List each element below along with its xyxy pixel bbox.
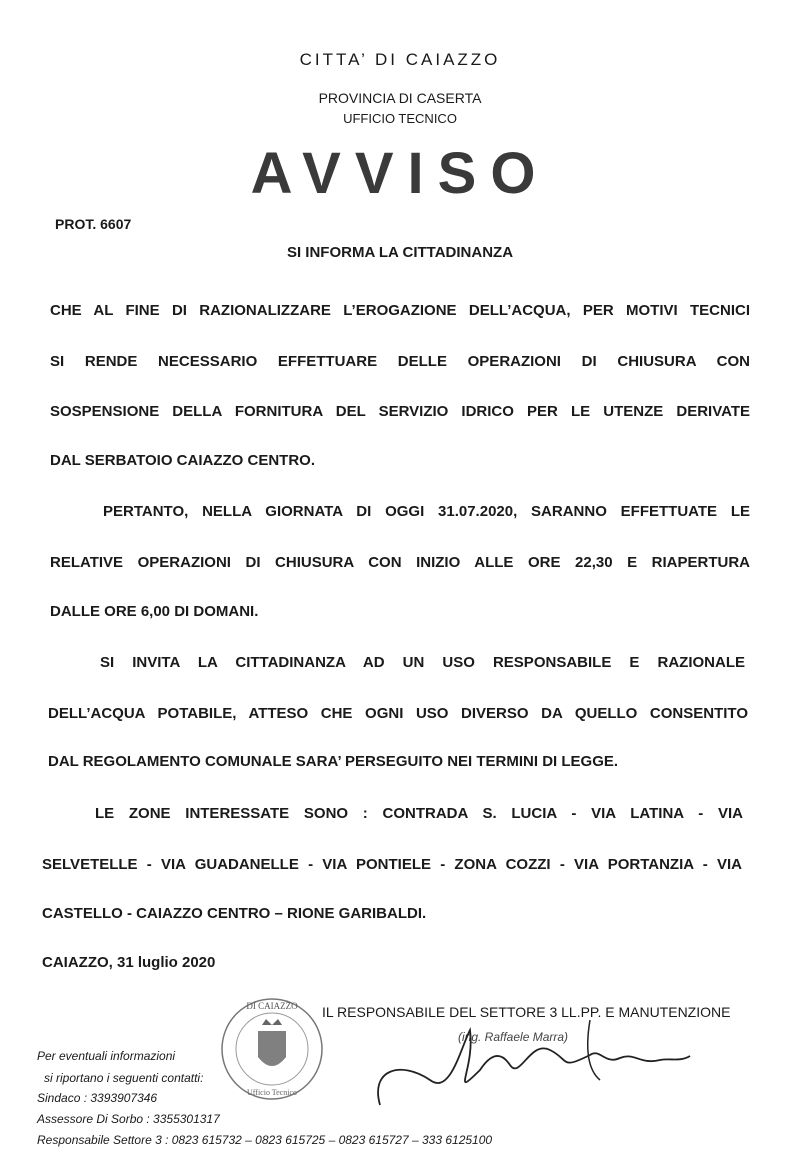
contact-mayor: Sindaco : 3393907346 xyxy=(37,1091,158,1105)
protocol-number: PROT. 6607 xyxy=(55,216,132,232)
body-line: SELVETELLE - VIA GUADANELLE - VIA PONTIELE - ZONA COZZI - VIA PORTANZIA - VIA xyxy=(42,856,742,873)
body-line: DELL’ACQUA POTABILE, ATTESO CHE OGNI USO DIVERSO DA QUELLO CONSENTITO xyxy=(48,705,748,722)
body-line: CHE AL FINE DI RAZIONALIZZARE L’EROGAZIONE DELL’ACQUA, PER MOTIVI TECNICI xyxy=(50,302,750,319)
contacts-intro: Per eventuali informazioni xyxy=(37,1049,176,1063)
office-name: UFFICIO TECNICO xyxy=(343,111,457,126)
body-line: CASTELLO - CAIAZZO CENTRO – RIONE GARIBALDI. xyxy=(42,905,427,922)
intro-line: SI INFORMA LA CITTADINANZA xyxy=(286,244,514,261)
signatory-name: (ing. Raffaele Marra) xyxy=(458,1030,569,1044)
handwritten-signature xyxy=(360,1010,700,1120)
body-line: SOSPENSIONE DELLA FORNITURA DEL SERVIZIO IDRICO PER LE UTENZE DERIVATE xyxy=(50,403,750,420)
contact-assessor: Assessore Di Sorbo : 3355301317 xyxy=(37,1112,220,1126)
svg-text:Ufficio Tecnico: Ufficio Tecnico xyxy=(246,1088,298,1097)
date-place: CAIAZZO, 31 luglio 2020 xyxy=(42,954,216,971)
body-line: LE ZONE INTERESSATE SONO : CONTRADA S. LUCIA - VIA LATINA - VIA xyxy=(95,805,743,822)
contact-sector-head: Responsabile Settore 3 : 0823 615732 – 0823 615725 – 0823 615727 – 333 6125100 xyxy=(37,1133,493,1147)
notice-title: AVVISO xyxy=(250,141,550,206)
svg-text:DI CAIAZZO: DI CAIAZZO xyxy=(246,1001,298,1011)
signatory-role: IL RESPONSABILE DEL SETTORE 3 LL.PP. E MANUTENZIONE xyxy=(322,1004,731,1020)
contacts-intro-2: si riportano i seguenti contatti: xyxy=(44,1071,204,1085)
body-line: DAL SERBATOIO CAIAZZO CENTRO. xyxy=(50,452,316,469)
body-line: RELATIVE OPERAZIONI DI CHIUSURA CON INIZIO ALLE ORE 22,30 E RIAPERTURA xyxy=(50,554,750,571)
body-line: SI RENDE NECESSARIO EFFETTUARE DELLE OPERAZIONI DI CHIUSURA CON xyxy=(50,353,750,370)
city-name: CITTA’ DI CAIAZZO xyxy=(299,50,501,69)
body-line: SI INVITA LA CITTADINANZA AD UN USO RESPONSABILE E RAZIONALE xyxy=(100,654,745,671)
province-name: PROVINCIA DI CASERTA xyxy=(318,90,482,106)
body-line: DALLE ORE 6,00 DI DOMANI. xyxy=(50,603,259,620)
official-stamp xyxy=(218,995,326,1103)
body-line: PERTANTO, NELLA GIORNATA DI OGGI 31.07.2020, SARANNO EFFETTUATE LE xyxy=(103,503,750,520)
body-line: DAL REGOLAMENTO COMUNALE SARA’ PERSEGUITO NEI TERMINI DI LEGGE. xyxy=(48,753,619,770)
